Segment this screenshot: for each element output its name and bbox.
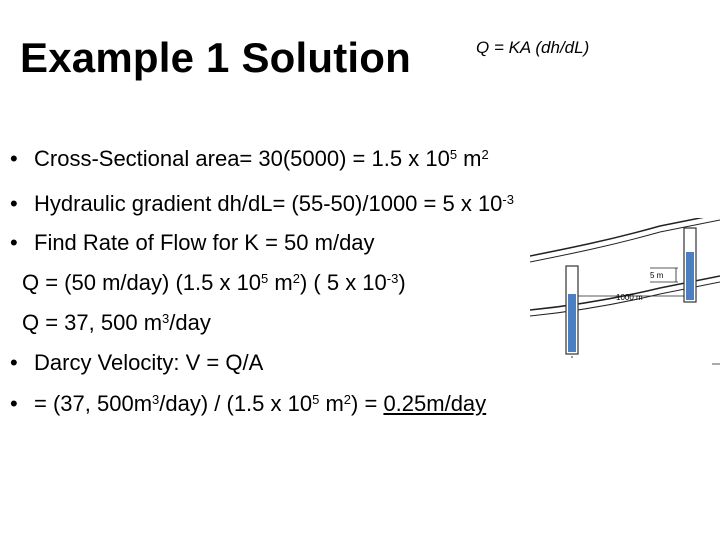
right-well-screen: [686, 252, 694, 300]
bullet-find-rate: • Find Rate of Flow for K = 50 m/day: [10, 230, 375, 255]
sub-line-q-formula: Q = (50 m/day) (1.5 x $10^5$ $m^2$) ( 5 x $10^{-3}$): [22, 270, 406, 295]
aquifer-diagram: [530, 218, 720, 378]
bullet-velocity-result: • = (37, $500m^3/day) / (1.5$ x $10^5$ $m^2) = 0.25m/day$: [10, 391, 487, 416]
head-diff-label: 5 m: [650, 271, 664, 280]
sub-line-q-result: Q = 37, 500 $m^3$/day: [22, 310, 211, 335]
bullet-cross-sectional-area: • Cross-Sectional area= 30(5000) = 1.5 x $10^5$ $m^2$: [10, 146, 489, 171]
darcy-formula: Q = KA (dh/dL): [476, 38, 590, 57]
bullet-dot: •: [10, 350, 18, 375]
bullet-dot: •: [10, 391, 18, 416]
bullet-dot: •: [10, 146, 18, 171]
bullet-darcy-velocity: • Darcy Velocity: V = Q/A: [10, 350, 264, 375]
bullet-dot: •: [10, 191, 18, 216]
bullet-dot: •: [10, 230, 18, 255]
velocity-answer: 0.25m/day: [383, 391, 487, 416]
left-well-screen: [568, 294, 576, 352]
bullet-hydraulic-gradient: • Hydraulic gradient dh/dL= (55-50)/1000 = 5 x $10^{-3}$: [10, 191, 514, 216]
slide-title: Example 1 Solution: [20, 34, 412, 81]
length-label: 1000 m: [616, 293, 643, 302]
